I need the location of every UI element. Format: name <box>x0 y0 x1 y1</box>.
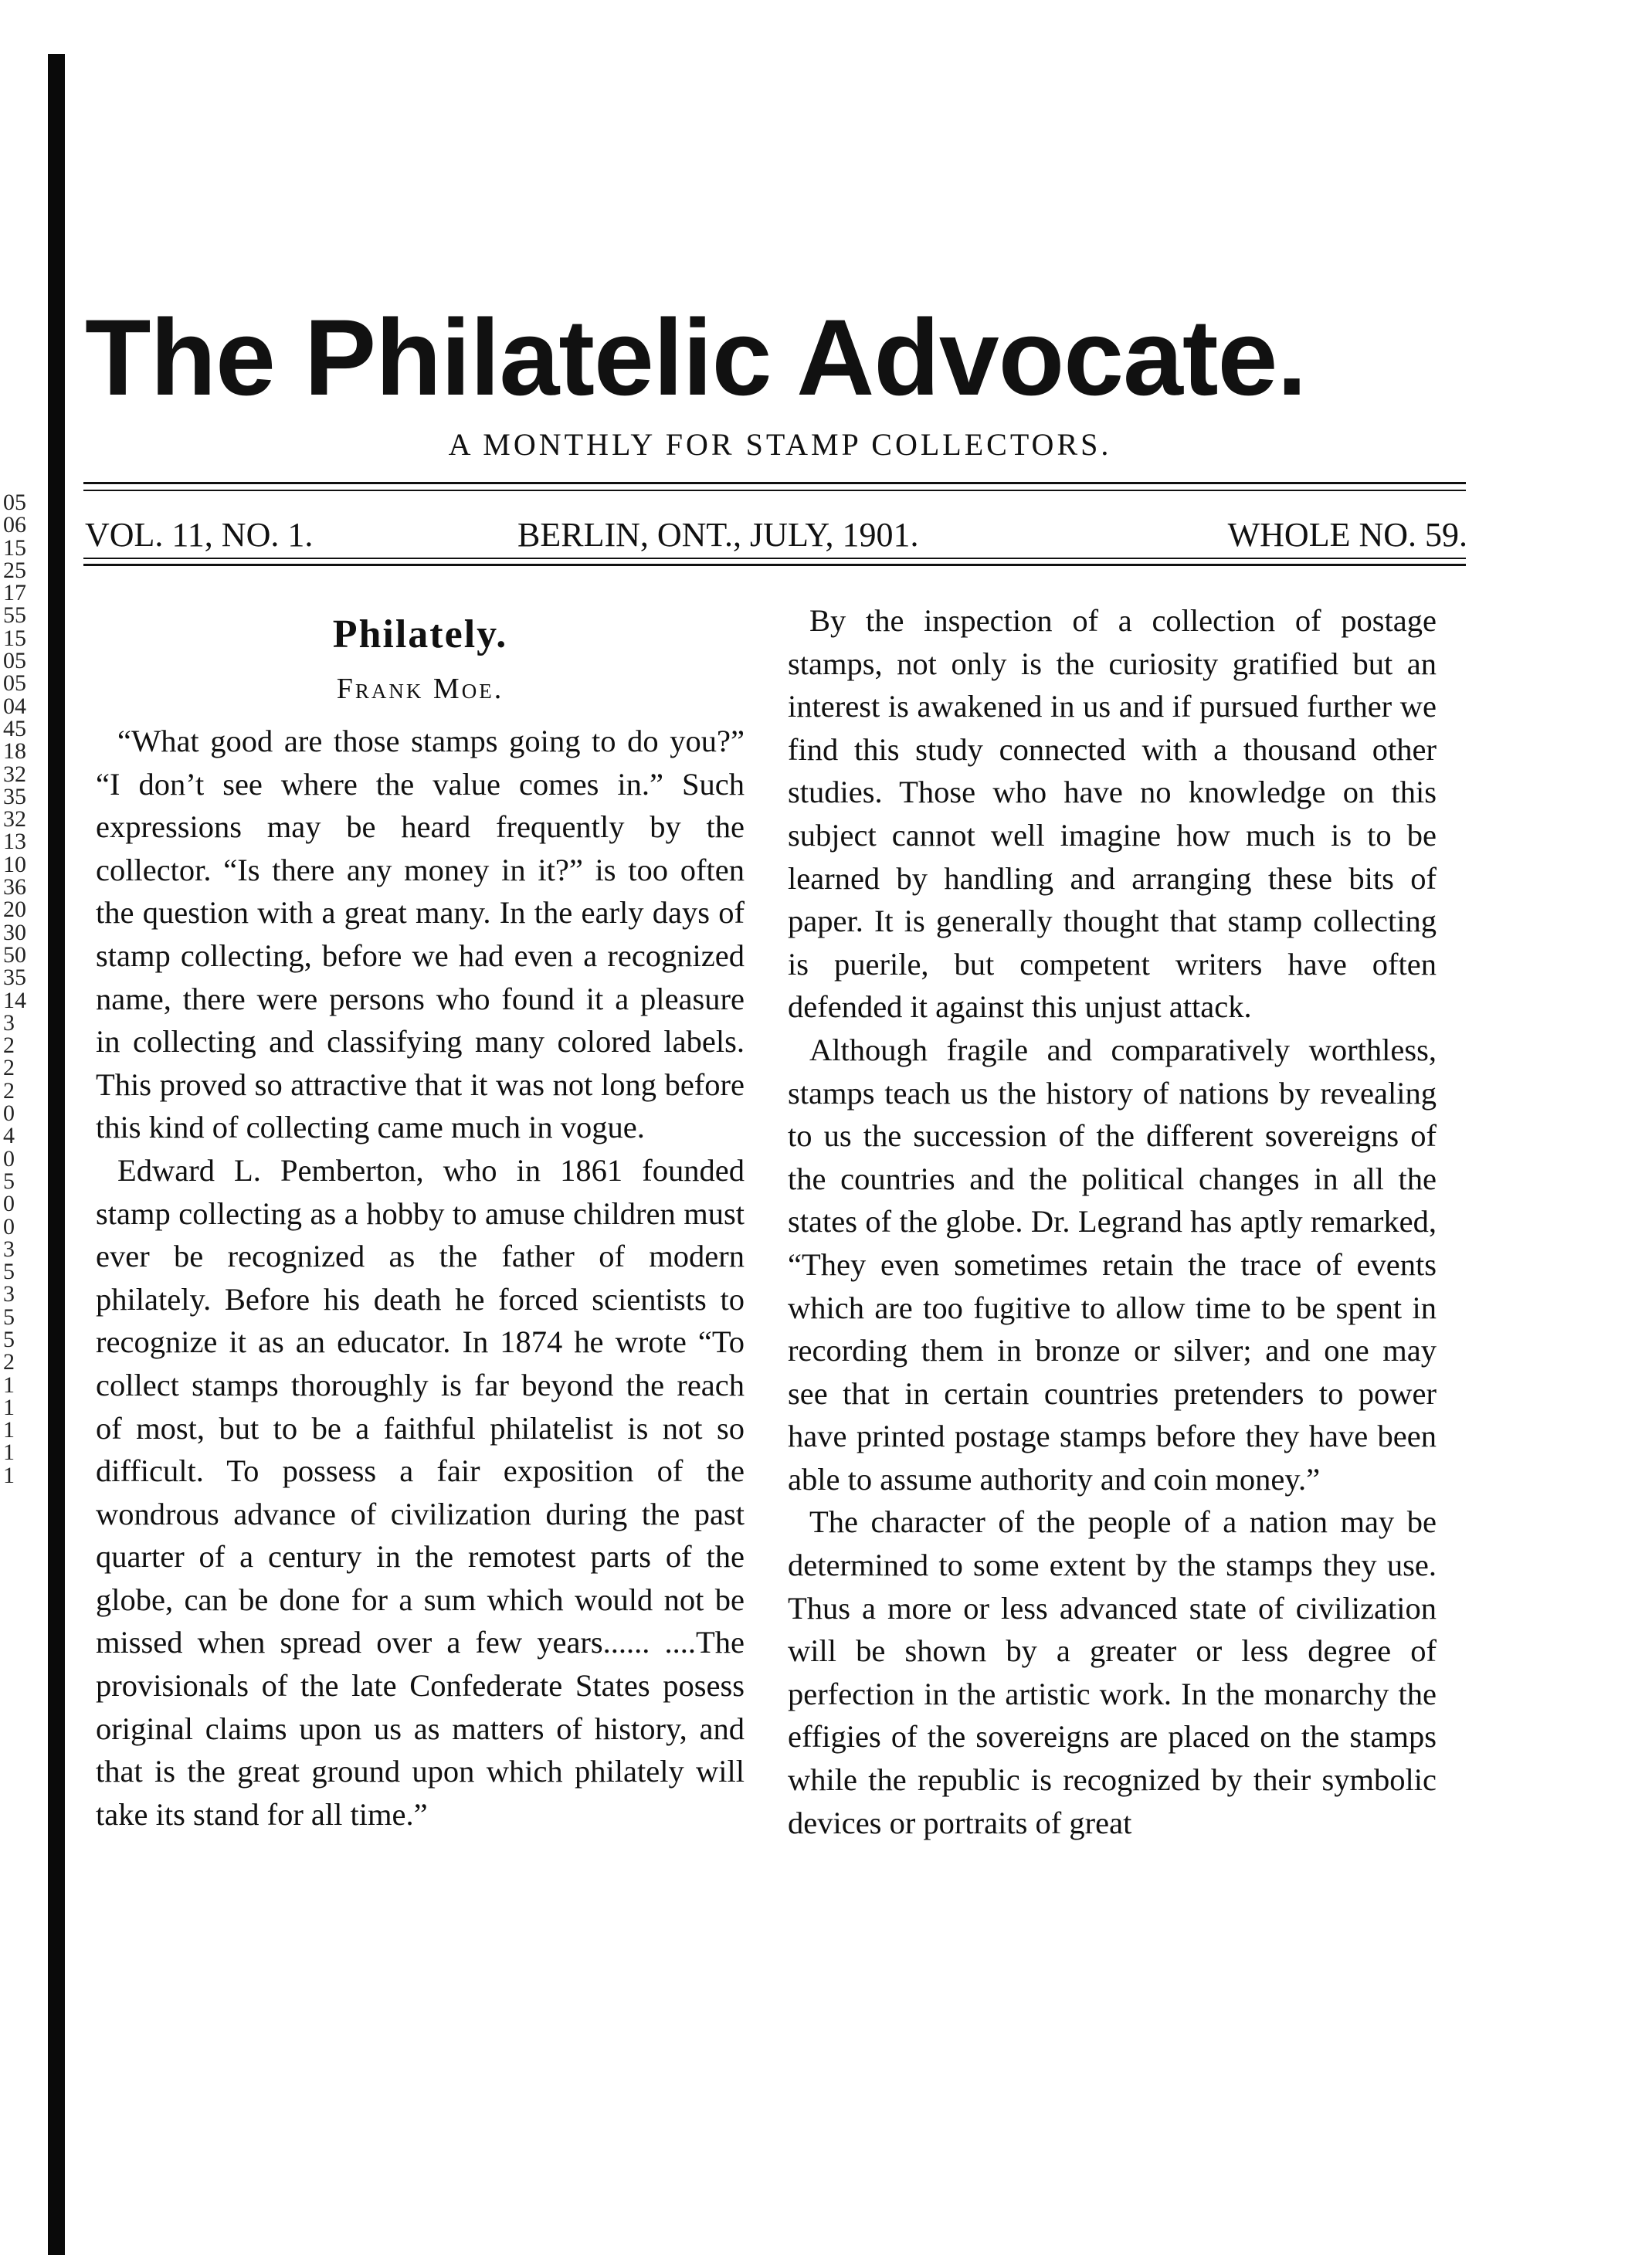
margin-fragment: 35 <box>3 783 26 809</box>
margin-fragment: 1 <box>3 1417 15 1443</box>
article-paragraph: Although fragile and comparatively worthless, stamps teach us the history of nations by revealing to us the succession of the different sovereigns of the countries and the political changes in all the states of the globe. Dr. Legrand has aptly remarked, “They even sometimes retain the trace of events which are too fugitive to allow time to be spent in recording them in bronze or silver; and one may see that in certain countries pretenders to power have printed postage stamps before they have been able to assume authority and coin money.” <box>788 1032 1437 1497</box>
margin-fragment: 06 <box>3 512 26 538</box>
margin-fragment: 0 <box>3 1100 15 1127</box>
margin-fragment: 0 <box>3 1191 15 1217</box>
margin-fragment: 36 <box>3 874 26 900</box>
article-author: Frank Moe. <box>336 673 504 705</box>
margin-fragment: 25 <box>3 557 26 583</box>
masthead-subtitle: A MONTHLY FOR STAMP COLLECTORS. <box>448 427 1112 462</box>
margin-fragment: 18 <box>3 738 26 765</box>
binding-edge <box>48 54 65 2255</box>
margin-fragment: 30 <box>3 919 26 945</box>
margin-fragment: 3 <box>3 1281 15 1307</box>
margin-fragment: 5 <box>3 1304 15 1330</box>
article-paragraph: By the inspection of a collection of postage stamps, not only is the curiosity gratified but an interest is awakened in us and if pursued further we find this study connected with a thousand other studies. Those who have no knowledge on this subject cannot well imagine how much is to be learned by handling and arranging these bits of paper. It is generally thought that stamp collecting is puerile, but competent writers have often defended it against this unjust attack. <box>788 603 1437 1025</box>
margin-fragment: 4 <box>3 1123 15 1149</box>
margin-fragment: 2 <box>3 1033 15 1059</box>
masthead-title: The Philatelic Advocate. <box>85 297 1307 418</box>
top-rule-thin <box>83 490 1466 491</box>
margin-fragment: 2 <box>3 1077 15 1104</box>
margin-fragment: 32 <box>3 806 26 832</box>
margin-fragment: 15 <box>3 625 26 651</box>
article-paragraph: “What good are those stamps going to do you?” “I don’t see where the value comes in.” Such expressions may be heard frequently by the collector. “Is there any money in it?” is too often the question with a great many. In the early days of stamp collecting, before we had even a recognized name, there were persons who found it a pleasure in collecting and classifying many colored labels. This proved so attractive that it was not long before this kind of collecting came much in vogue. <box>96 724 745 1145</box>
margin-fragment: 0 <box>3 1213 15 1239</box>
margin-fragment: 50 <box>3 941 26 968</box>
margin-fragment: 5 <box>3 1168 15 1194</box>
margin-fragment: 13 <box>3 829 26 855</box>
margin-fragment: 1 <box>3 1372 15 1398</box>
article-title: Philately. <box>332 612 508 656</box>
margin-fragment: 3 <box>3 1236 15 1262</box>
place-date: BERLIN, ONT., JULY, 1901. <box>517 516 919 554</box>
bottom-rule-thin <box>83 558 1466 559</box>
whole-number: WHOLE NO. 59. <box>1227 516 1467 554</box>
margin-fragment: 3 <box>3 1009 15 1036</box>
bottom-rule <box>83 564 1466 566</box>
margin-fragment: 04 <box>3 693 26 719</box>
volume-number: VOL. 11, NO. 1. <box>85 516 314 554</box>
issue-line <box>85 516 1467 554</box>
margin-fragment: 15 <box>3 534 26 561</box>
margin-fragment: 35 <box>3 965 26 991</box>
top-rule <box>83 482 1466 484</box>
margin-fragment: 14 <box>3 987 26 1013</box>
margin-fragment: 32 <box>3 761 26 787</box>
article-right-column <box>788 599 1437 1844</box>
margin-fragment: 05 <box>3 670 26 697</box>
article-paragraph: The character of the people of a nation may be determined to some extent by the stamps they use. Thus a more or less advanced state of civilization will be shown by a greater or less degree of perfection in the artistic work. In the monarchy the effigies of the sovereigns are placed on the stamps while the republic is recognized by their symbolic devices or portraits of great <box>788 1504 1437 1840</box>
margin-fragment: 17 <box>3 580 26 606</box>
margin-fragment: 55 <box>3 602 26 629</box>
article-paragraph: Edward L. Pemberton, who in 1861 founded stamp collecting as a hobby to amuse children must ever be recognized as the father of modern philately. Before his death he forced scientists to recognize it as an educator. In 1874 he wrote “To collect stamps thoroughly is far beyond the reach of most, but to be a faithful philatelist is not so difficult. To possess a fair exposition of the wondrous advance of civilization during the past quarter of a century in the remotest parts of the globe, can be done for a sum which would not be missed when spread over a few years...... ....The provisionals of the late Confederate States posess original claims upon us as matters of history, and that is the great ground upon which philately will take its stand for all time.” <box>96 1152 745 1832</box>
margin-fragment: 05 <box>3 648 26 674</box>
margin-fragment: 0 <box>3 1145 15 1172</box>
margin-fragment: 20 <box>3 897 26 923</box>
article-left-column <box>96 610 745 1836</box>
margin-fragment: 45 <box>3 715 26 741</box>
margin-fragment: 2 <box>3 1349 15 1375</box>
margin-fragment: 5 <box>3 1259 15 1285</box>
margin-fragment: 10 <box>3 851 26 877</box>
margin-fragment: 1 <box>3 1394 15 1420</box>
margin-fragment: 05 <box>3 490 26 515</box>
margin-fragment: 1 <box>3 1439 15 1466</box>
margin-fragments <box>3 491 45 1487</box>
margin-fragment: 2 <box>3 1055 15 1081</box>
margin-fragment: 5 <box>3 1326 15 1352</box>
margin-fragment: 1 <box>3 1462 15 1488</box>
